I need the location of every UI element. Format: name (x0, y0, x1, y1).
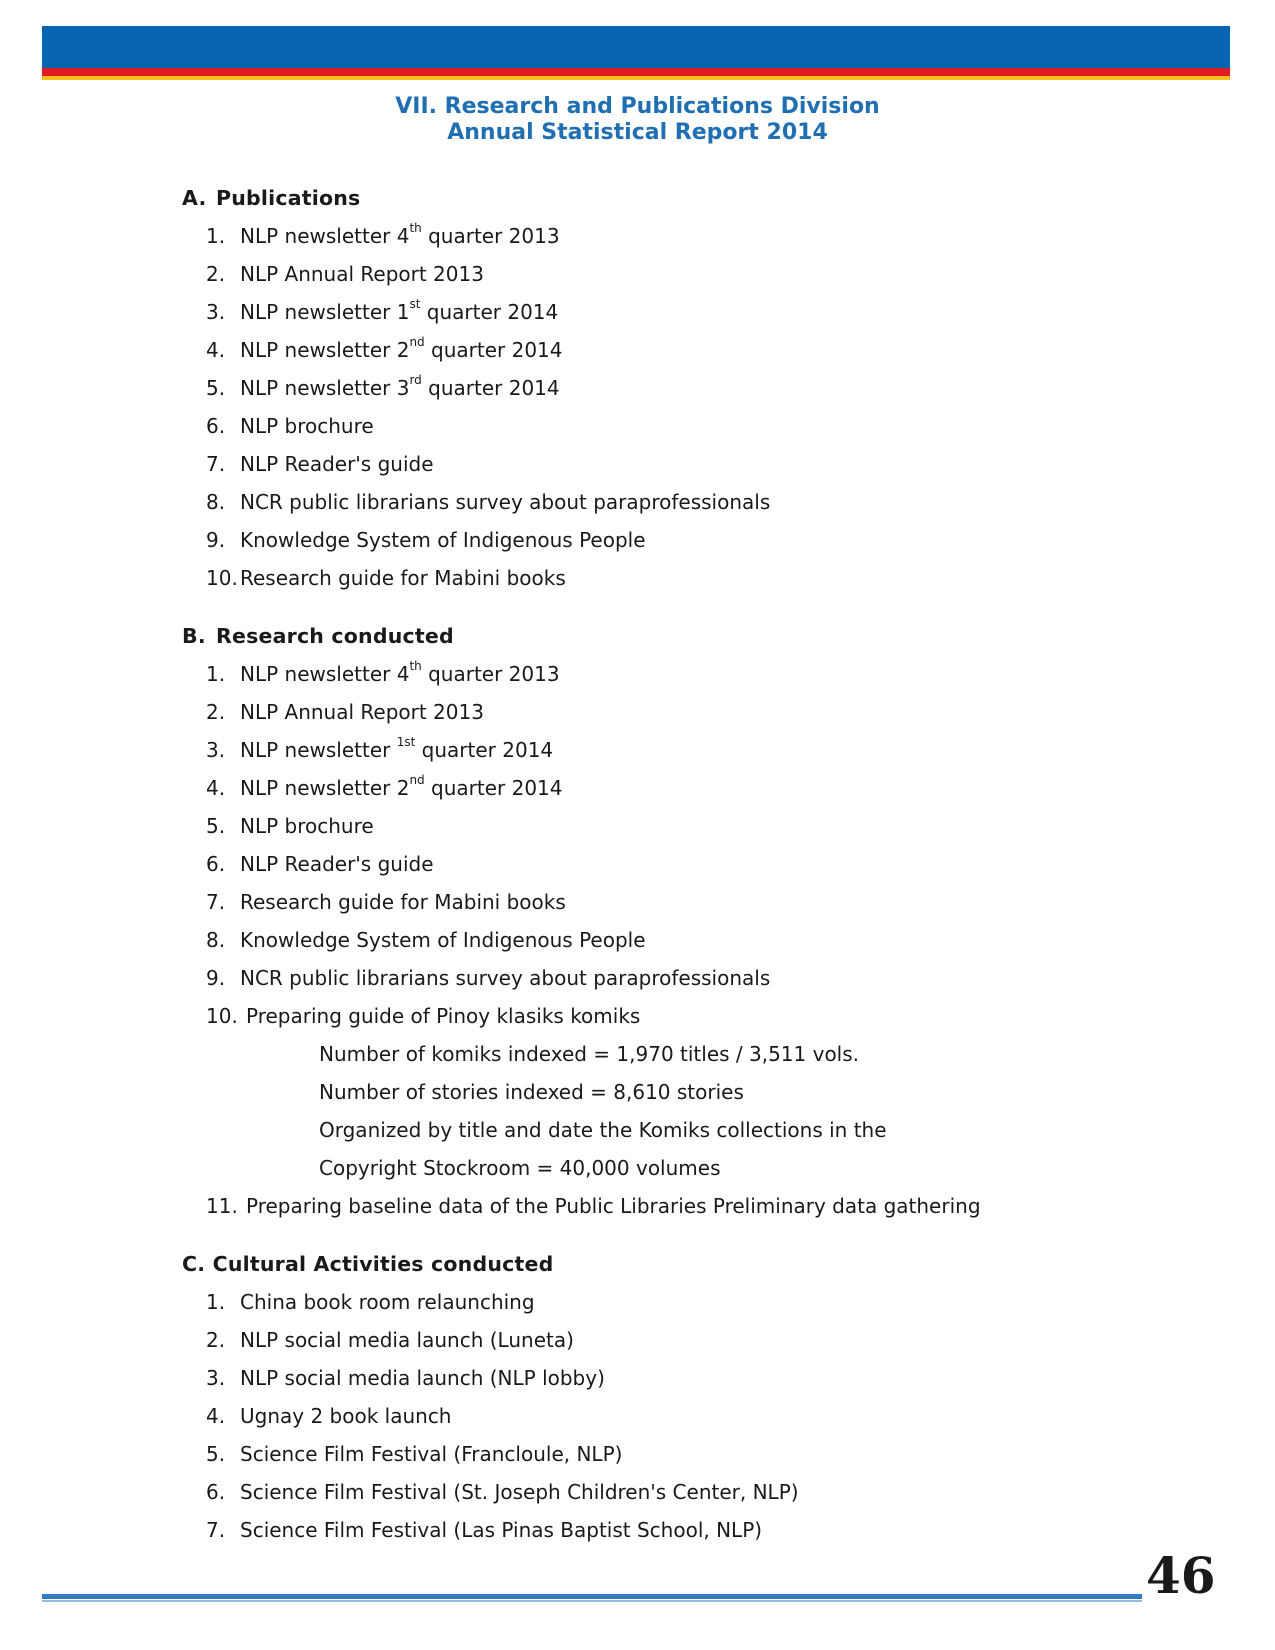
list-item: 6. NLP brochure (206, 414, 374, 438)
list-item: 7. Research guide for Mabini books (206, 890, 566, 914)
list-item: 8. NCR public librarians survey about paraprofessionals (206, 490, 771, 514)
list-item: 6. NLP Reader's guide (206, 852, 434, 876)
section-c-heading (182, 1251, 1182, 1289)
stories-indexed-line: Number of stories indexed = 8,610 stories (319, 1080, 744, 1104)
research-list-continued (182, 1193, 1182, 1231)
list-item: 7. NLP Reader's guide (206, 452, 434, 476)
section-a-label: A. (182, 186, 207, 210)
list-item: 2. NLP Annual Report 2013 (206, 262, 484, 286)
section-b-label: B. (182, 624, 206, 648)
list-item: 8. Knowledge System of Indigenous People (206, 928, 646, 952)
list-item: 5. NLP brochure (206, 814, 374, 838)
list-item: 4. NLP newsletter 2nd quarter 2014 (206, 335, 563, 362)
header-yellow-stripe (42, 76, 1230, 80)
header-red-stripe (42, 68, 1230, 76)
list-item: 1. NLP newsletter 4th quarter 2013 (206, 659, 560, 686)
section-b-heading (182, 623, 1182, 661)
list-item: 9. NCR public librarians survey about paraprofessionals (206, 966, 771, 990)
list-item: 3. NLP newsletter 1st quarter 2014 (206, 297, 559, 324)
list-item: 10. Preparing guide of Pinoy klasiks komiks (206, 1004, 641, 1028)
list-item: 11. Preparing baseline data of the Public Libraries Preliminary data gathering (206, 1194, 981, 1218)
cultural-activities-list (182, 1289, 1182, 1555)
section-b-title: Research conducted (216, 624, 454, 648)
list-item: 5. Science Film Festival (Francloule, NLP) (206, 1442, 623, 1466)
report-content (182, 185, 1182, 1555)
page-title (0, 94, 1275, 146)
stockroom-line: Copyright Stockroom = 40,000 volumes (319, 1156, 721, 1180)
footer-rule (42, 1594, 1142, 1599)
title-line-1: VII. Research and Publications Division (395, 94, 880, 119)
list-item: 1. NLP newsletter 4th quarter 2013 (206, 221, 560, 248)
title-line-2: Annual Statistical Report 2014 (447, 120, 828, 145)
list-item: 6. Science Film Festival (St. Joseph Children's Center, NLP) (206, 1480, 799, 1504)
section-a-title: Publications (216, 186, 361, 210)
organized-line: Organized by title and date the Komiks collections in the (319, 1118, 887, 1142)
list-item: 4. NLP newsletter 2nd quarter 2014 (206, 773, 563, 800)
page-number: 46 (1146, 1546, 1216, 1605)
footer-rule-secondary (42, 1600, 1142, 1602)
list-item: 5. NLP newsletter 3rd quarter 2014 (206, 373, 560, 400)
list-item: 1. China book room relaunching (206, 1290, 535, 1314)
list-item: 2. NLP Annual Report 2013 (206, 700, 484, 724)
section-c-title: Cultural Activities conducted (212, 1252, 554, 1276)
list-item: 10. Research guide for Mabini books (206, 566, 566, 590)
list-item: 3. NLP social media launch (NLP lobby) (206, 1366, 605, 1390)
section-a-heading (182, 185, 1182, 223)
komiks-indexed-line: Number of komiks indexed = 1,970 titles / 3,511 vols. (319, 1042, 860, 1066)
list-item: 2. NLP social media launch (Luneta) (206, 1328, 574, 1352)
header-band (42, 26, 1230, 70)
section-c-label: C. (182, 1252, 206, 1276)
research-list (182, 661, 1182, 1041)
list-item: 3. NLP newsletter $^{1st}$ quarter 2014 (206, 735, 554, 762)
list-item: 7. Science Film Festival (Las Pinas Baptist School, NLP) (206, 1518, 763, 1542)
publications-list (182, 223, 1182, 603)
list-item: 9. Knowledge System of Indigenous People (206, 528, 646, 552)
list-item: 4. Ugnay 2 book launch (206, 1404, 452, 1428)
